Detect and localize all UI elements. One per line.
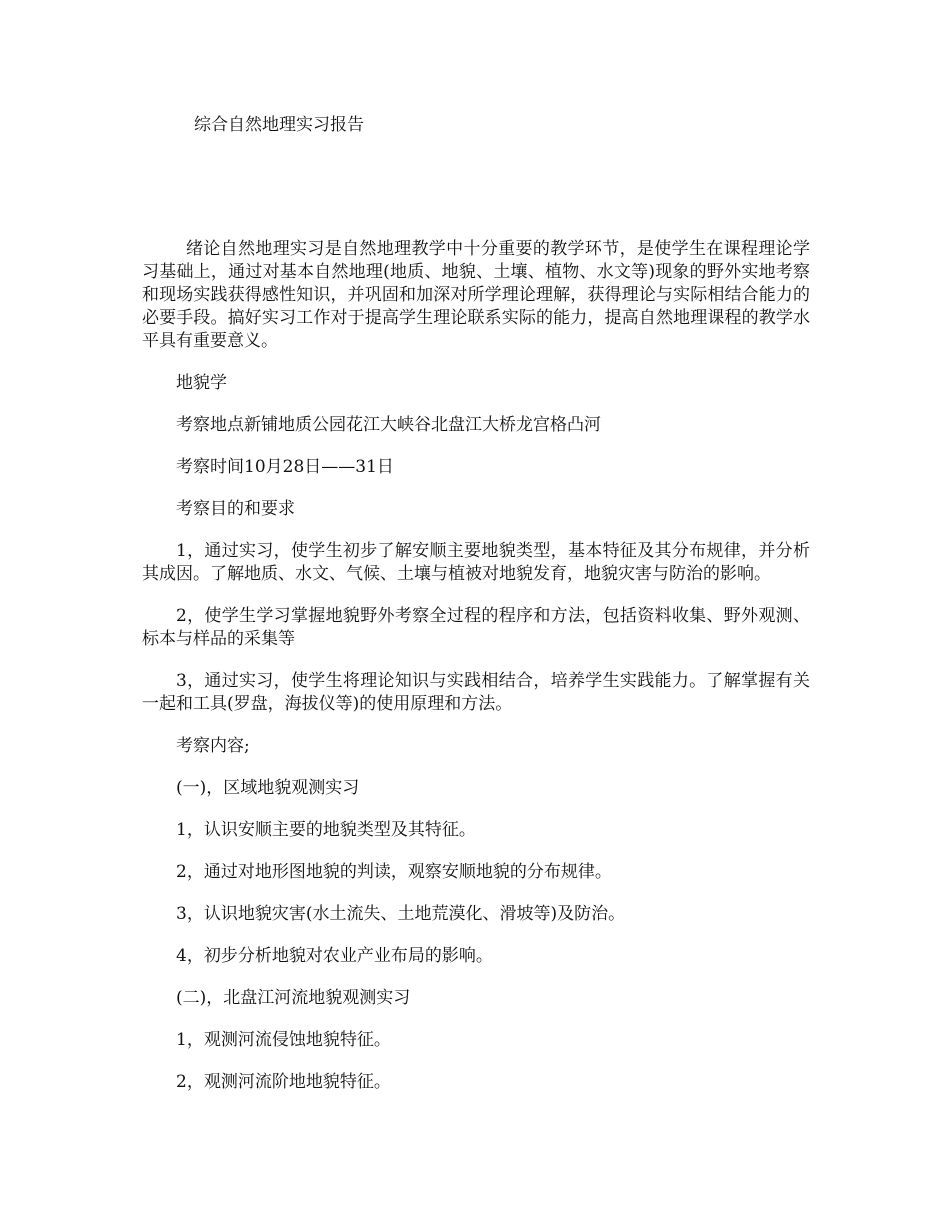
section-heading-geomorphology: 地貌学 xyxy=(176,373,227,393)
list-item-regional-4: 4，初步分析地貌对农业产业布局的影响。 xyxy=(176,946,493,966)
subsection-heading-regional: (一)，区域地貌观测实习 xyxy=(176,778,360,798)
paragraph-objective-3: 3，通过实习，使学生将理论知识与实践相结合，培养学生实践能力。了解掌握有关一起和工具(罗盘，海拔仪等)的使用原理和方法。 xyxy=(142,671,810,714)
paragraph-location: 考察地点新铺地质公园花江大峡谷北盘江大桥龙宫格凸河 xyxy=(176,415,601,435)
list-item-river-1: 1，观测河流侵蚀地貌特征。 xyxy=(176,1030,391,1050)
list-item-regional-3: 3，认识地貌灾害(水土流失、土地荒漠化、滑坡等)及防治。 xyxy=(176,904,626,924)
list-item-regional-1: 1，认识安顺主要的地貌类型及其特征。 xyxy=(176,820,476,840)
document-body xyxy=(142,238,810,1113)
list-item-regional-2: 2，通过对地形图地貌的判读，观察安顺地貌的分布规律。 xyxy=(176,862,612,882)
subsection-heading-river: (二)，北盘江河流地貌观测实习 xyxy=(176,988,411,1008)
document-title: 综合自然地理实习报告 xyxy=(194,115,364,135)
paragraph-intro: 绪论自然地理实习是自然地理教学中十分重要的教学环节，是使学生在课程理论学习基础上，通过对基本自然地理(地质、地貌、土壤、植物、水文等)现象的野外实地考察和现场实践获得感性知识，并巩固和加深对所学理论理解，获得理论与实际相结合能力的必要手段。搞好实习工作对于提高学生理论联系实际的能力，提高自然地理课程的教学水平具有重要意义。 xyxy=(142,239,810,351)
paragraph-objective-2: 2，使学生学习掌握地貌野外考察全过程的程序和方法，包括资料收集、野外观测、标本与样品的采集等 xyxy=(142,606,810,649)
paragraph-time: 考察时间10月28日——31日 xyxy=(176,457,394,477)
list-item-river-2: 2，观测河流阶地地貌特征。 xyxy=(176,1072,391,1092)
section-heading-content: 考察内容; xyxy=(176,736,250,756)
paragraph-objective-1: 1，通过实习，使学生初步了解安顺主要地貌类型，基本特征及其分布规律，并分析其成因。了解地质、水文、气候、土壤与植被对地貌发育，地貌灾害与防治的影响。 xyxy=(142,541,810,584)
section-heading-objectives: 考察目的和要求 xyxy=(176,499,295,519)
